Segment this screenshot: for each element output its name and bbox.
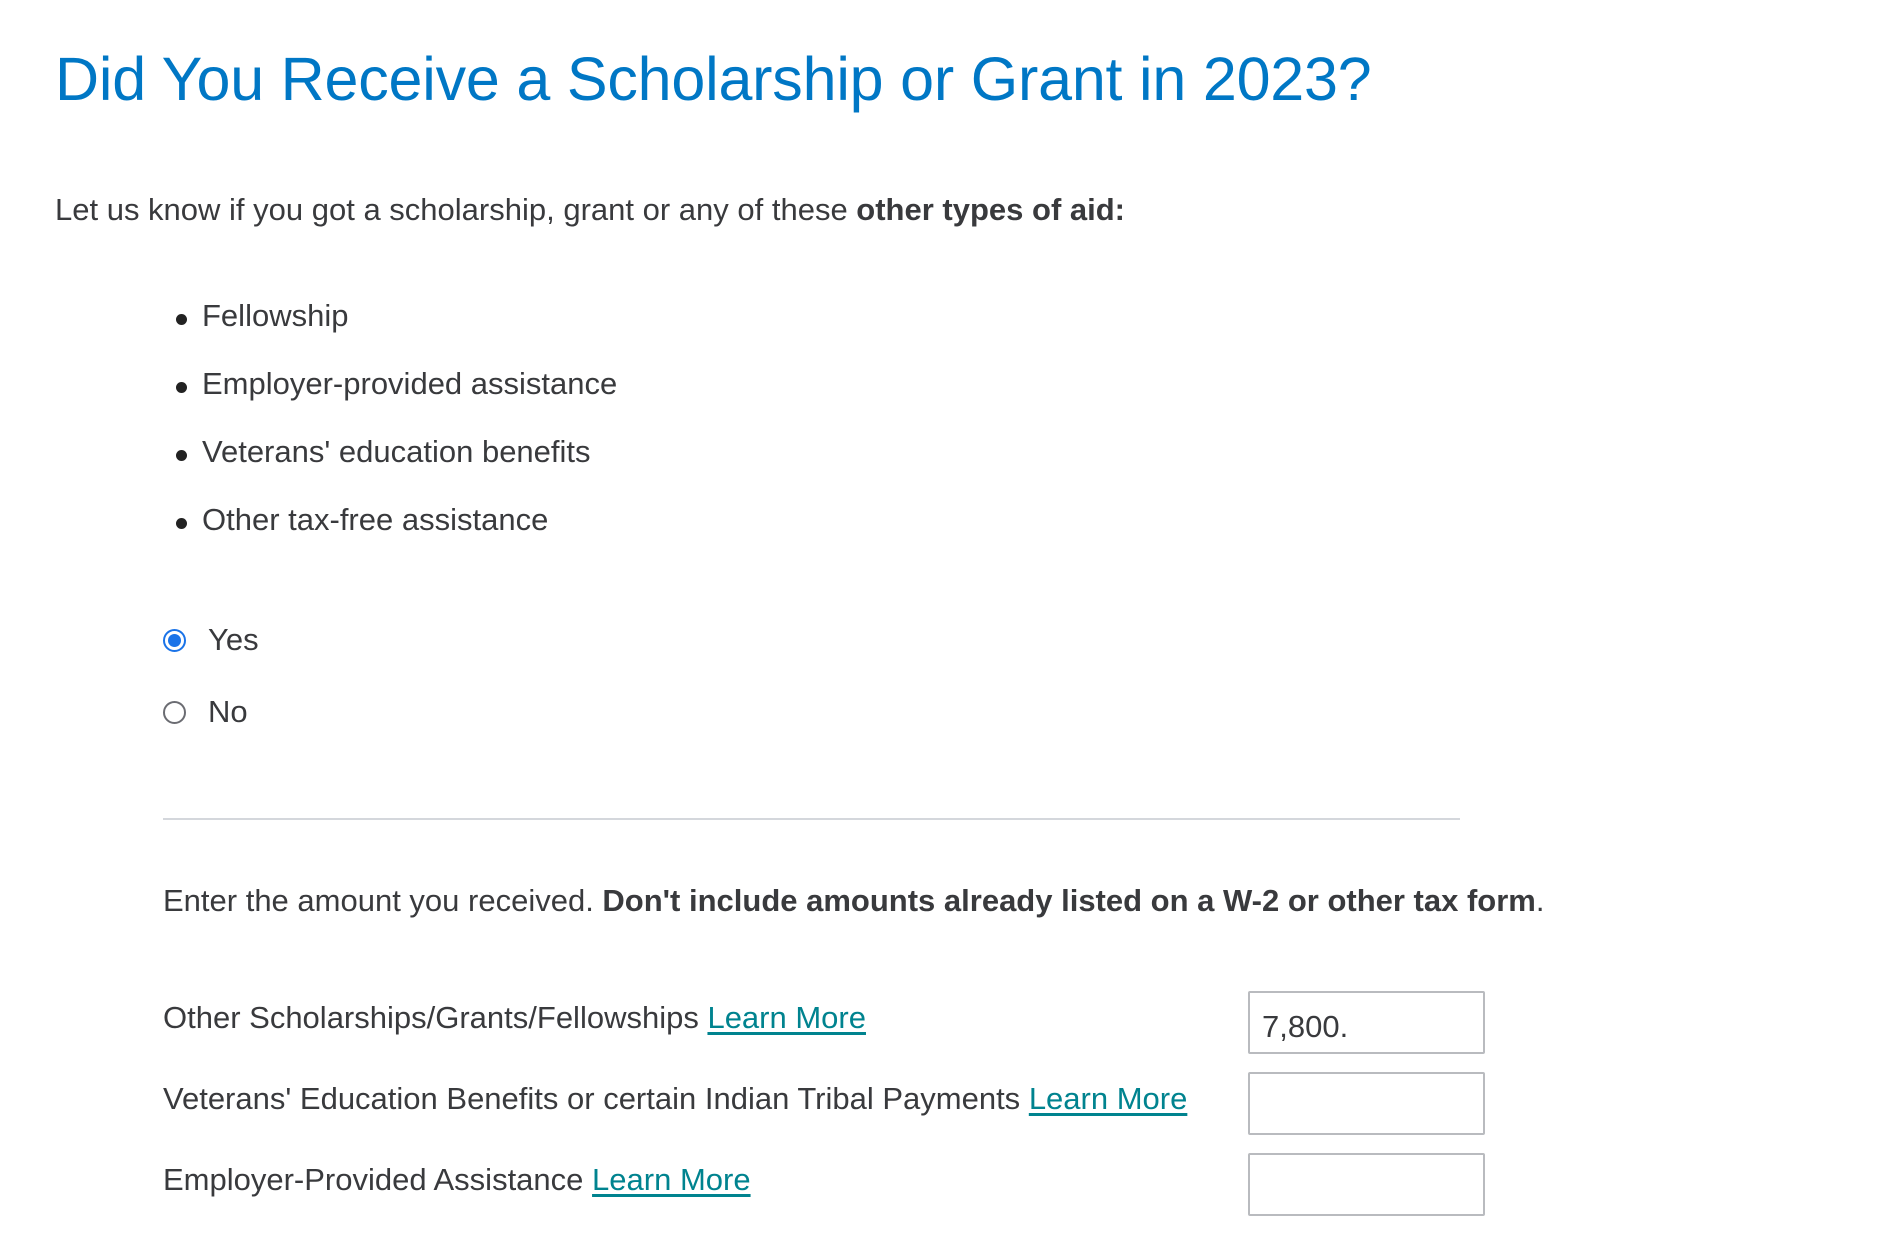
scholarships-amount-input[interactable]: [1248, 991, 1485, 1054]
aid-types-list: [175, 298, 617, 570]
field-row-veterans: [163, 1081, 1483, 1143]
aid-type-label: Veterans' education benefits: [202, 434, 591, 469]
employer-label: Employer-Provided Assistance: [163, 1162, 584, 1197]
list-item: [175, 366, 617, 434]
bullet-icon: [176, 314, 187, 325]
scholarship-radio-group: [163, 604, 259, 748]
list-item: [175, 502, 617, 570]
radio-label-yes[interactable]: Yes: [208, 622, 259, 657]
radio-button-no[interactable]: [163, 701, 186, 724]
list-item: [175, 298, 617, 366]
field-label: [163, 1081, 1187, 1117]
field-label: [163, 1000, 866, 1036]
learn-more-link[interactable]: Learn More: [592, 1162, 751, 1197]
amount-instructions-end: .: [1535, 883, 1545, 918]
intro-text-bold: other types of aid:: [856, 192, 1125, 227]
field-row-employer: [163, 1162, 1483, 1224]
bullet-icon: [176, 518, 187, 529]
intro-text-plain: Let us know if you got a scholarship, grant or any of these: [55, 192, 857, 227]
radio-button-yes[interactable]: [163, 629, 186, 652]
employer-amount-input[interactable]: [1248, 1153, 1485, 1216]
learn-more-link[interactable]: Learn More: [1028, 1081, 1188, 1116]
aid-type-label: Fellowship: [202, 298, 349, 333]
scholarships-label: Other Scholarships/Grants/Fellowships: [163, 1000, 699, 1035]
list-item: [175, 434, 617, 502]
section-divider: [163, 818, 1460, 820]
bullet-icon: [176, 382, 187, 393]
intro-text: [55, 192, 1125, 228]
page-title: Did You Receive a Scholarship or Grant in 2023?: [55, 45, 1372, 113]
aid-type-label: Employer-provided assistance: [202, 366, 618, 401]
veterans-label: Veterans' Education Benefits or certain Indian Tribal Payments: [163, 1081, 1021, 1116]
veterans-amount-input[interactable]: [1248, 1072, 1485, 1135]
radio-option-yes[interactable]: [163, 604, 259, 676]
amount-instructions-bold: Don't include amounts already listed on a W-2 or other tax form: [602, 883, 1536, 918]
learn-more-link[interactable]: Learn More: [707, 1000, 866, 1035]
radio-label-no[interactable]: No: [208, 694, 248, 729]
amount-instructions-plain: Enter the amount you received.: [163, 883, 603, 918]
field-row-scholarships: [163, 1000, 1483, 1062]
bullet-icon: [176, 450, 187, 461]
field-label: [163, 1162, 751, 1198]
radio-option-no[interactable]: [163, 676, 259, 748]
amount-instructions: [163, 883, 1544, 919]
aid-type-label: Other tax-free assistance: [202, 502, 549, 537]
